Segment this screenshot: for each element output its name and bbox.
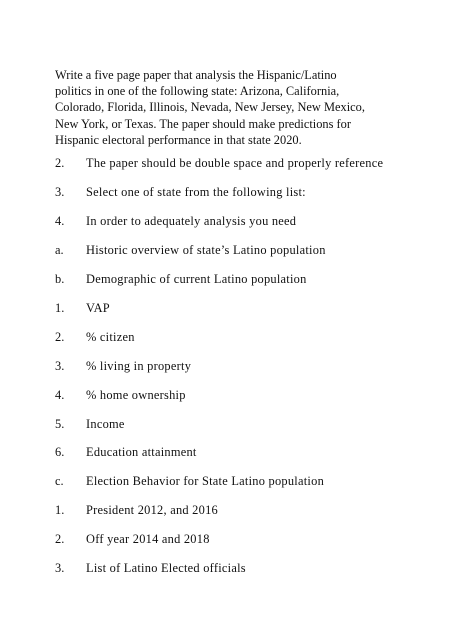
list-text: Off year 2014 and 2018 [86, 532, 210, 546]
list-text: Income [86, 417, 125, 431]
list-marker: 3. [55, 359, 65, 373]
list-text: Select one of state from the following list: [86, 185, 306, 199]
list-text: President 2012, and 2016 [86, 503, 218, 517]
list-text: The paper should be double space and properly reference [86, 156, 384, 170]
list-marker: b. [55, 272, 65, 286]
list-text: Historic overview of state’s Latino population [86, 243, 326, 257]
list-text: % living in property [86, 359, 192, 373]
list-marker: 2. [55, 330, 65, 344]
list-marker: 2. [55, 156, 65, 170]
intro-line: New York, or Texas. The paper should make predictions for [55, 116, 351, 131]
list-marker: a. [55, 243, 64, 257]
intro-line: Colorado, Florida, Illinois, Nevada, New Jersey, New Mexico, [55, 100, 365, 115]
list-text: % citizen [86, 330, 135, 344]
list-marker: 1. [55, 301, 65, 315]
list-marker: 1. [55, 503, 65, 517]
list-marker: 3. [55, 185, 65, 199]
list-marker: 4. [55, 388, 65, 402]
list-text: List of Latino Elected officials [86, 561, 246, 575]
intro-paragraph [55, 67, 400, 148]
list-marker: 3. [55, 561, 65, 575]
list-marker: 4. [55, 214, 65, 228]
list-text: In order to adequately analysis you need [86, 214, 297, 228]
list-marker: 5. [55, 417, 65, 431]
list-text: % home ownership [86, 388, 186, 402]
intro-line: Write a five page paper that analysis the Hispanic/Latino [55, 68, 337, 82]
list-text: Demographic of current Latino population [86, 272, 307, 286]
intro-line: politics in one of the following state: Arizona, California, [55, 84, 340, 99]
list-marker: 6. [55, 445, 65, 459]
intro-line: Hispanic electoral performance in that state 2020. [55, 132, 302, 147]
list-text: Election Behavior for State Latino population [86, 474, 325, 488]
list-text: Education attainment [86, 445, 197, 459]
list-text: VAP [86, 301, 110, 315]
list-marker: c. [55, 474, 64, 488]
list-marker: 2. [55, 532, 65, 546]
